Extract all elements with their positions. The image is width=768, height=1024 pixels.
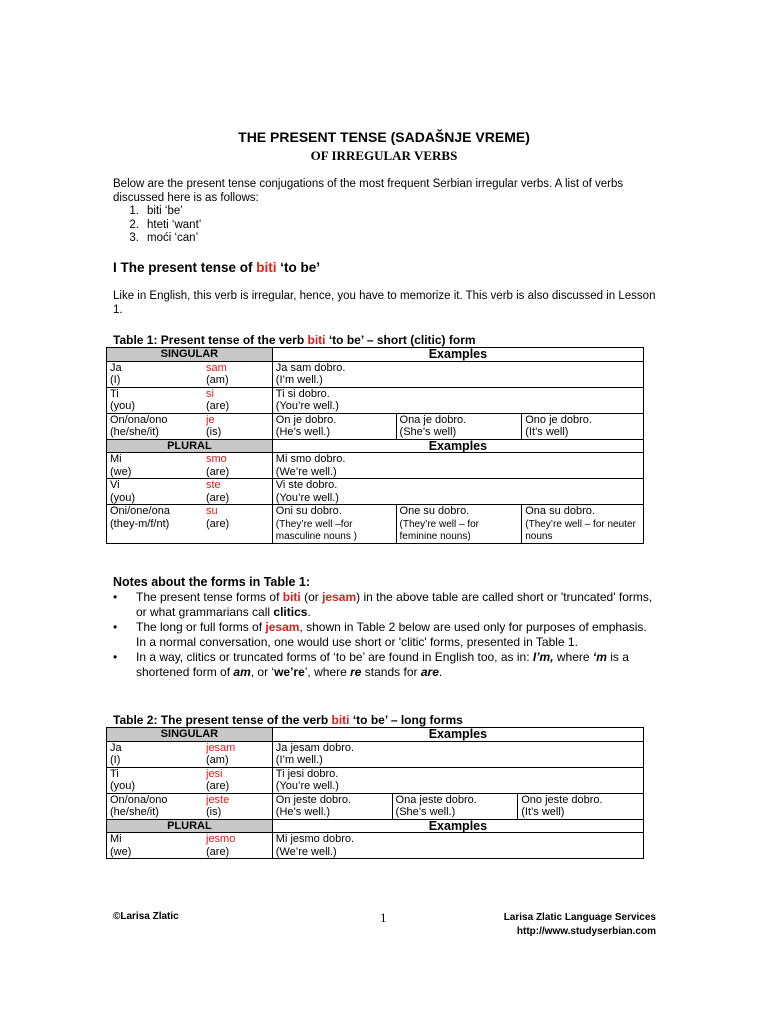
section-paragraph: Like in English, this verb is irregular, hence, you have to memorize it. This verb is also discussed in Lesson 1. bbox=[113, 290, 656, 316]
table-header-row bbox=[107, 728, 644, 742]
table-row: On/ona/ono je (he/she/it) (is) On je dobro. (He’s well.) Ona je dobro. (She’s well) Ono je dobro. (It’s well) bbox=[107, 413, 644, 439]
table2-caption: Table 2: The present tense of the verb biti ‘to be’ – long forms bbox=[113, 713, 463, 727]
notes-heading: Notes about the forms in Table 1: bbox=[113, 575, 311, 589]
table-row: Oni/one/ona su (they-m/f/nt) (are) Oni su dobro. (They’re well –for masculine nouns ) One su dobro. (They’re well – for feminine nouns) Ona su dobro. (They’re well – for neuter nouns bbox=[107, 505, 644, 544]
table-header-row bbox=[107, 439, 644, 453]
table-row: Vi ste (you) (are) Vi ste dobro. (You’re well.) bbox=[107, 479, 644, 505]
table-row: Mi jesmo (we) (are) Mi jesmo dobro. (We’re well.) bbox=[107, 833, 644, 859]
examples-header: Examples bbox=[272, 819, 643, 833]
table1-caption: Table 1: Present tense of the verb biti ‘to be’ – short (clitic) form bbox=[113, 333, 476, 347]
table-header-row bbox=[107, 819, 644, 833]
intro-paragraph: Below are the present tense conjugations of the most frequent Serbian irregular verbs. A list of verbs discussed here is as follows: bbox=[113, 178, 624, 204]
list-item: • The long or full forms of jesam, shown in Table 2 below are used only for purposes of emphasis. In a normal conversation, one would use short or 'clitic' forms, presented in Table 1. bbox=[113, 620, 647, 649]
plural-header: PLURAL bbox=[107, 439, 273, 453]
notes-list bbox=[113, 590, 658, 680]
verb-list bbox=[113, 205, 201, 246]
table1 bbox=[106, 347, 644, 544]
section-heading: I The present tense of biti ‘to be’ bbox=[113, 260, 321, 275]
footer-copyright: ©Larisa Zlatic bbox=[113, 911, 179, 922]
table-row: Mi smo (we) (are) Mi smo dobro. (We’re well.) bbox=[107, 453, 644, 479]
examples-header: Examples bbox=[272, 348, 643, 362]
page-number: 1 bbox=[380, 910, 387, 925]
list-item: • In a way, clitics or truncated forms of ‘to be’ are found in English too, as in: I’m, where ‘m is a shortened form of am, or ‘we’re’, where re stands for are. bbox=[113, 650, 629, 679]
table-row: On/ona/ono jeste (he/she/it) (is) On jeste dobro. (He’s well.) Ona jeste dobro. (She’s well.) Ono jeste dobro. (It’s well) bbox=[107, 793, 644, 819]
table2 bbox=[106, 727, 644, 859]
examples-header: Examples bbox=[272, 728, 643, 742]
footer-publisher: Larisa Zlatic Language Services http://www.studyserbian.com bbox=[440, 911, 656, 939]
table-row: Ja jesam (I) (am) Ja jesam dobro. (I’m well.) bbox=[107, 741, 644, 767]
page-title: THE PRESENT TENSE (SADAŠNJE VREME) bbox=[238, 129, 530, 145]
table-header-row bbox=[107, 348, 644, 362]
page-subtitle: OF IRREGULAR VERBS bbox=[310, 148, 458, 163]
table-row: Ti si (you) (are) Ti si dobro. (You’re well.) bbox=[107, 387, 644, 413]
list-item: • The present tense forms of biti (or jesam) in the above table are called short or 'truncated' forms, or what grammarians call clitics. bbox=[113, 590, 653, 619]
table-row: Ja sam (I) (am) Ja sam dobro. (I’m well.) bbox=[107, 361, 644, 387]
singular-header: SINGULAR bbox=[107, 348, 273, 362]
list-item: 1. biti ‘be’ bbox=[129, 205, 183, 217]
footer-link[interactable]: http://www.studyserbian.com bbox=[516, 926, 656, 937]
list-item: 3. moći ‘can’ bbox=[129, 232, 199, 244]
examples-header: Examples bbox=[272, 439, 643, 453]
table-row: Ti jesi (you) (are) Ti jesi dobro. (You’re well.) bbox=[107, 767, 644, 793]
list-item: 2. hteti ‘want’ bbox=[129, 218, 202, 231]
singular-header: SINGULAR bbox=[107, 728, 273, 742]
plural-header: PLURAL bbox=[107, 819, 273, 833]
